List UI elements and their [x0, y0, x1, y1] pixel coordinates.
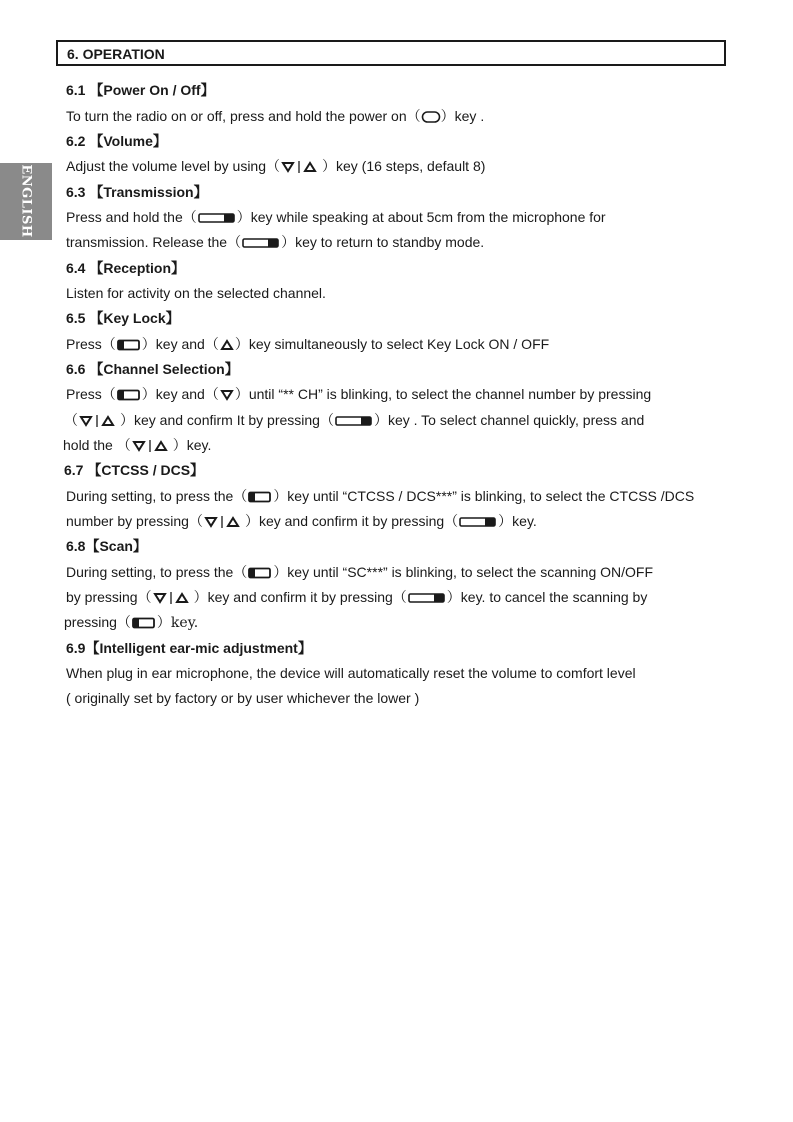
scan-text-1: During setting, to press the（ ）key until “SC***” is blinking, to select the scanning ON/OFF — [66, 564, 654, 580]
key-lock-text: Press（ ）key and（ ）key simultaneously to select Key Lock ON / OFF — [66, 336, 550, 352]
ctcss-text-1: During setting, to press the（ ）key until “CTCSS / DCS***” is blinking, to select the CTCSS /DCS — [66, 488, 695, 504]
transmission-text-2: transmission. Release the（ ）key to return to standby mode. — [66, 234, 485, 250]
ptt-key-icon — [197, 211, 237, 225]
heading-power: 6.1 【Power On / Off】 — [66, 82, 215, 98]
menu-key-icon — [247, 566, 273, 580]
channel-text-2: （ ）key and confirm It by pressing（ ）key . To select channel quickly, press and — [64, 412, 645, 428]
up-down-key-icon — [131, 439, 173, 453]
menu-key-icon — [247, 490, 273, 504]
ctcss-text-2: number by pressing（ ）key and confirm it by pressing（ ）key. — [66, 513, 537, 529]
transmission-text-1: Press and hold the（ ）key while speaking at about 5cm from the microphone for — [66, 209, 606, 225]
volume-text: Adjust the volume level by using（ ）key (16 steps, default 8) — [66, 158, 486, 174]
down-key-icon — [219, 388, 235, 402]
up-down-key-icon — [280, 160, 322, 174]
heading-scan: 6.8【Scan】 — [66, 538, 147, 554]
heading-ear-mic: 6.9【Intelligent ear-mic adjustment】 — [66, 640, 312, 656]
up-down-key-icon — [152, 591, 194, 605]
scan-text-3: pressing（ ）key. — [64, 614, 199, 631]
heading-volume: 6.2 【Volume】 — [66, 133, 167, 149]
ear-mic-text-1: When plug in ear microphone, the device will automatically reset the volume to comfort level — [66, 665, 636, 681]
up-key-icon — [219, 338, 235, 352]
heading-key-lock: 6.5 【Key Lock】 — [66, 310, 180, 326]
heading-ctcss-dcs: 6.7 【CTCSS / DCS】 — [64, 462, 205, 478]
language-tab — [0, 163, 52, 240]
ptt-key-icon — [407, 591, 447, 605]
menu-key-icon — [116, 338, 142, 352]
up-down-key-icon — [78, 414, 120, 428]
heading-transmission: 6.3 【Transmission】 — [66, 184, 208, 200]
ptt-key-icon — [241, 236, 281, 250]
section-title: 6. OPERATION — [67, 46, 165, 62]
ptt-key-icon — [458, 515, 498, 529]
power-key-icon — [421, 110, 441, 124]
ptt-key-icon — [334, 414, 374, 428]
channel-text-1: Press（ ）key and（ ）until “** CH” is blinking, to select the channel number by pressing — [66, 386, 652, 402]
ear-mic-text-2: ( originally set by factory or by user whichever the lower ) — [66, 690, 420, 706]
scan-text-2: by pressing（ ）key and confirm it by pressing（ ）key. to cancel the scanning by — [66, 589, 648, 605]
up-down-key-icon — [203, 515, 245, 529]
channel-text-3: hold the （ ）key. — [63, 437, 212, 453]
heading-channel-selection: 6.6 【Channel Selection】 — [66, 361, 239, 377]
power-text: To turn the radio on or off, press and hold the power on（ ）key . — [66, 108, 485, 124]
section-header — [56, 40, 726, 66]
reception-text: Listen for activity on the selected channel. — [66, 285, 326, 301]
menu-key-icon — [131, 616, 157, 630]
menu-key-icon — [116, 388, 142, 402]
language-tab-label: ENGLISH — [18, 164, 34, 238]
heading-reception: 6.4 【Reception】 — [66, 260, 186, 276]
